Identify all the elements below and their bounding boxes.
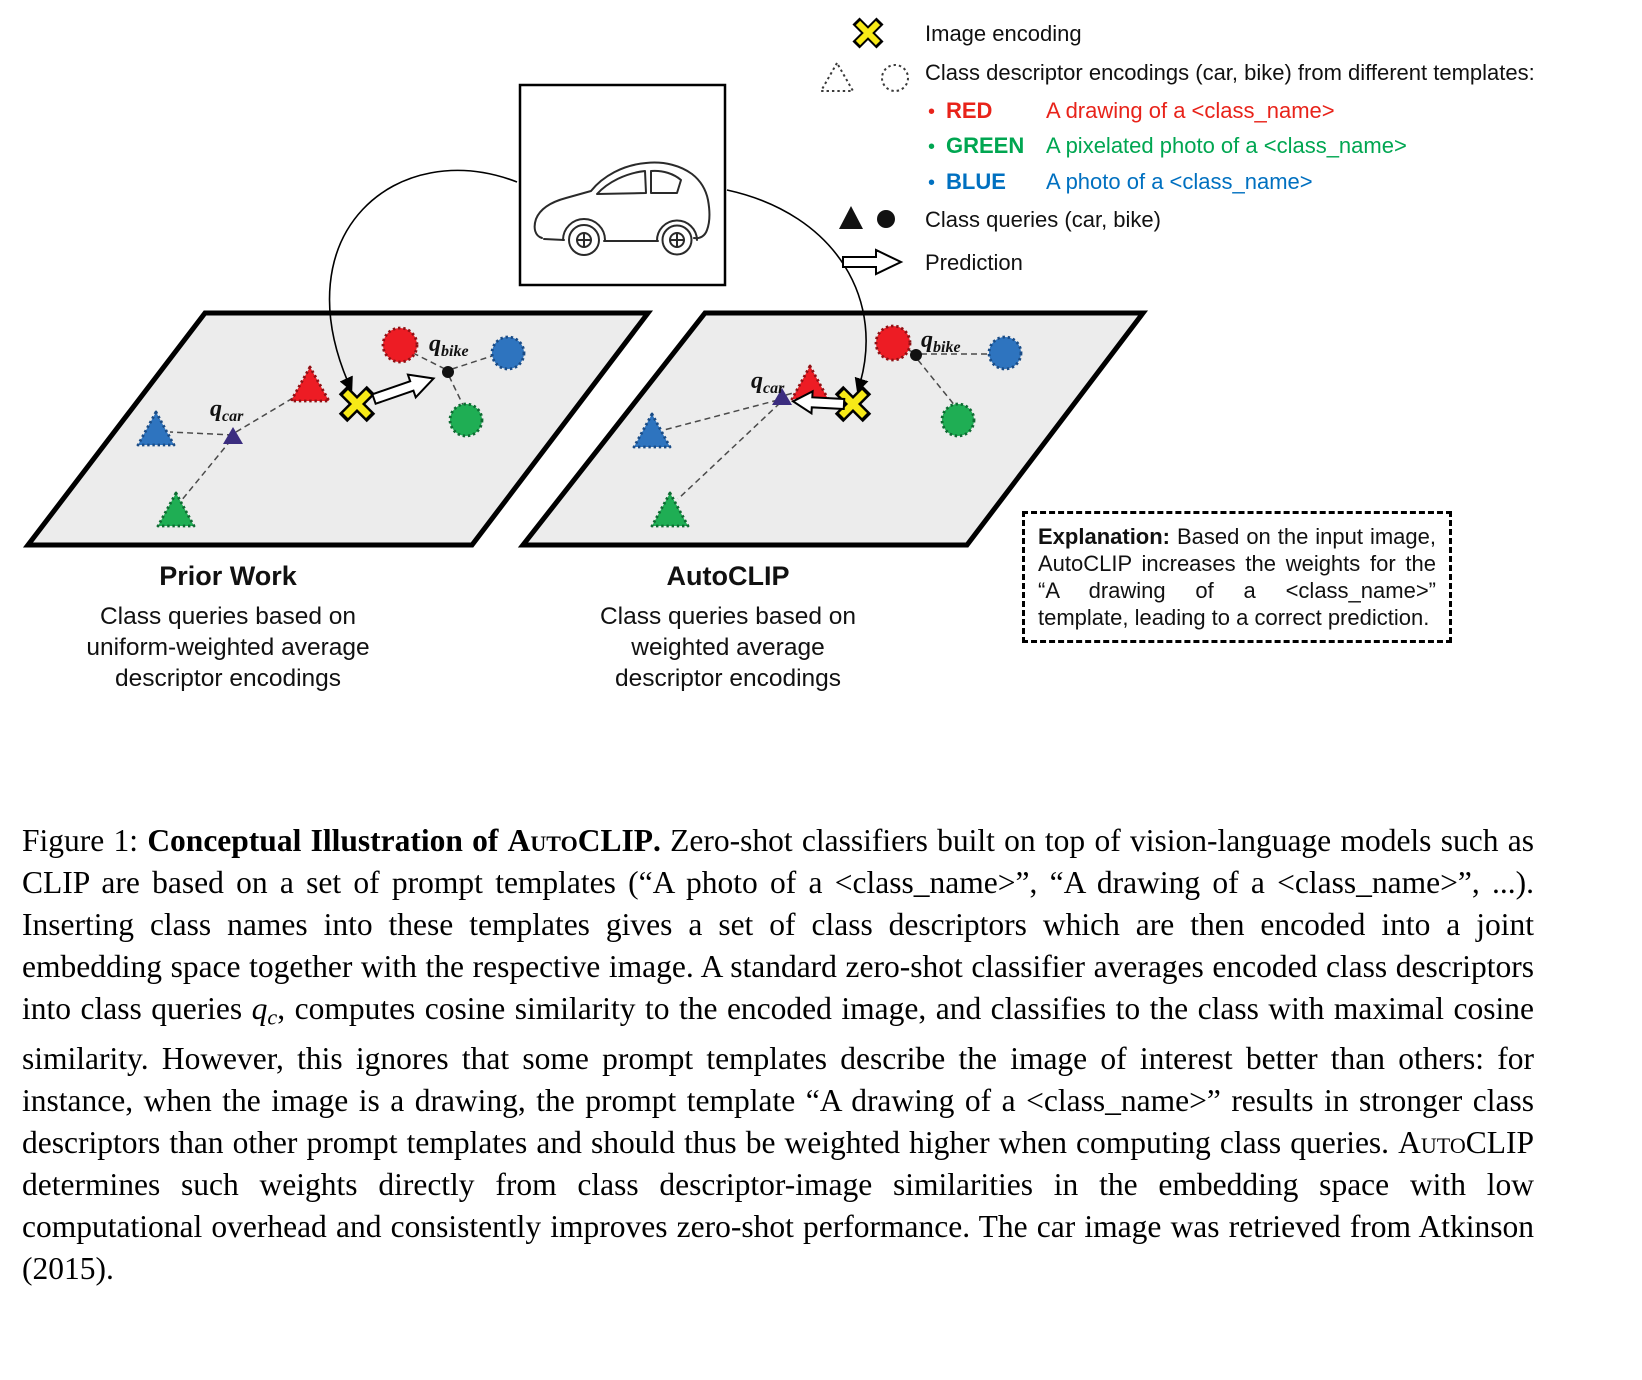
q-base: q	[751, 368, 763, 394]
legend-markers	[821, 21, 908, 274]
caption-segment: determines such weights directly from class descriptor-image similarities in the embedding space with low computational overhead and consistently improves zero-shot performance. The car image was retrieved from Atkinson (2015).	[22, 1167, 1534, 1286]
autoclip-title: AutoCLIP	[666, 561, 790, 591]
q-sub: bike	[933, 339, 961, 356]
q-base: q	[921, 327, 933, 353]
caption-segment: AutoCLIP	[1398, 1125, 1534, 1160]
caption-segment: , computes cosine similarity to the encoded image, and classifies to the class with maximal cosine similarity. However, this ignores that some prompt templates describe the image of interest better than others: for instance, when the image is a drawing, the prompt template “A drawing of a <class_name>” results in stronger class descriptors than other prompt templates and should thus be weighted higher when computing class queries.	[22, 990, 1534, 1160]
legend-image-encoding-label: Image encoding	[925, 21, 1082, 46]
legend-template-red	[928, 97, 1335, 126]
q-base: q	[429, 331, 441, 357]
q-bike-label-prior	[429, 331, 469, 361]
red-circle-bike-descriptor	[876, 326, 910, 360]
template-blue-text: A photo of a <class_name>	[1046, 169, 1313, 194]
q-bike-query-marker	[442, 366, 454, 378]
q-sub: bike	[441, 343, 469, 360]
subtitle-line: weighted average	[631, 634, 825, 661]
subtitle-line: Class queries based on	[99, 603, 357, 630]
caption-segment: .	[652, 822, 671, 858]
caption-segment: q	[251, 990, 268, 1026]
dotted-circle-legend-icon	[882, 65, 908, 91]
prediction-legend-icon	[843, 250, 901, 274]
query-triangle-legend-icon	[839, 206, 863, 229]
caption-segment: Zero-shot classifiers built on top of vision-language models such as CLIP are based on a set of prompt templates (“A photo of a <class_name>”, “A drawing of a <class_name>”, ...). Inserting class names into these templates gives a set of class descriptors which are then encoded into a joint embedding space together with the respective image. A standard zero-shot classifier averages encoded class descriptors into class queries	[22, 822, 1534, 1026]
legend-descriptor-heading	[925, 59, 1535, 86]
q-bike-label-autoclip	[921, 327, 961, 357]
prior-work-subtitle	[28, 601, 428, 694]
dotted-triangle-legend-icon	[821, 63, 853, 91]
legend-descriptor-heading-label: Class descriptor encodings (car, bike) from different templates:	[925, 60, 1535, 85]
template-red-name: RED	[946, 98, 993, 123]
legend-class-queries-label: Class queries (car, bike)	[925, 207, 1161, 232]
figure-caption	[22, 820, 1534, 1291]
image-frame	[520, 85, 725, 285]
blue-circle-bike-descriptor	[492, 337, 524, 369]
green-circle-bike-descriptor	[942, 404, 974, 436]
subtitle-line: descriptor encodings	[114, 665, 342, 692]
subtitle-line: descriptor encodings	[614, 665, 842, 692]
legend-template-green	[928, 132, 1407, 161]
legend-template-blue	[928, 168, 1313, 197]
caption-segment: Conceptual Illustration of	[147, 822, 508, 858]
caption-segment: AutoCLIP	[507, 822, 653, 858]
explanation-text: Based on the input image, AutoCLIP increases the weights for the “A drawing of a <class_name>” template, leading to a correct prediction.	[1038, 524, 1436, 630]
template-green-text: A pixelated photo of a <class_name>	[1046, 133, 1407, 158]
q-sub: car	[222, 408, 244, 425]
q-base: q	[210, 396, 222, 422]
q-sub: car	[763, 380, 785, 397]
autoclip-subtitle	[528, 601, 928, 694]
green-bullet-icon: •	[928, 136, 936, 158]
input-car-image	[520, 85, 725, 285]
template-red-text: A drawing of a <class_name>	[1046, 98, 1335, 123]
subtitle-line: uniform-weighted average	[86, 634, 370, 661]
q-car-label-prior	[210, 396, 243, 426]
query-circle-legend-icon	[877, 210, 895, 228]
explanation-box	[1022, 511, 1452, 643]
blue-circle-bike-descriptor	[989, 337, 1021, 369]
prior-work-title: Prior Work	[159, 561, 297, 591]
red-bullet-icon: •	[928, 101, 936, 123]
legend-prediction-label: Prediction	[925, 250, 1023, 275]
image-encoding-legend-icon	[856, 21, 880, 45]
template-blue-name: BLUE	[946, 169, 1006, 194]
caption-segment: Figure 1:	[22, 822, 148, 858]
legend-class-queries	[925, 206, 1161, 233]
subtitle-line: Class queries based on	[599, 603, 857, 630]
legend-prediction	[925, 249, 1023, 276]
explanation-label: Explanation:	[1038, 524, 1171, 549]
template-green-name: GREEN	[946, 133, 1025, 158]
red-circle-bike-descriptor	[383, 328, 417, 362]
caption-segment: c	[267, 1004, 278, 1029]
green-circle-bike-descriptor	[450, 404, 482, 436]
q-car-label-autoclip	[751, 368, 784, 398]
blue-bullet-icon: •	[928, 172, 936, 194]
legend-image-encoding	[925, 20, 1082, 47]
